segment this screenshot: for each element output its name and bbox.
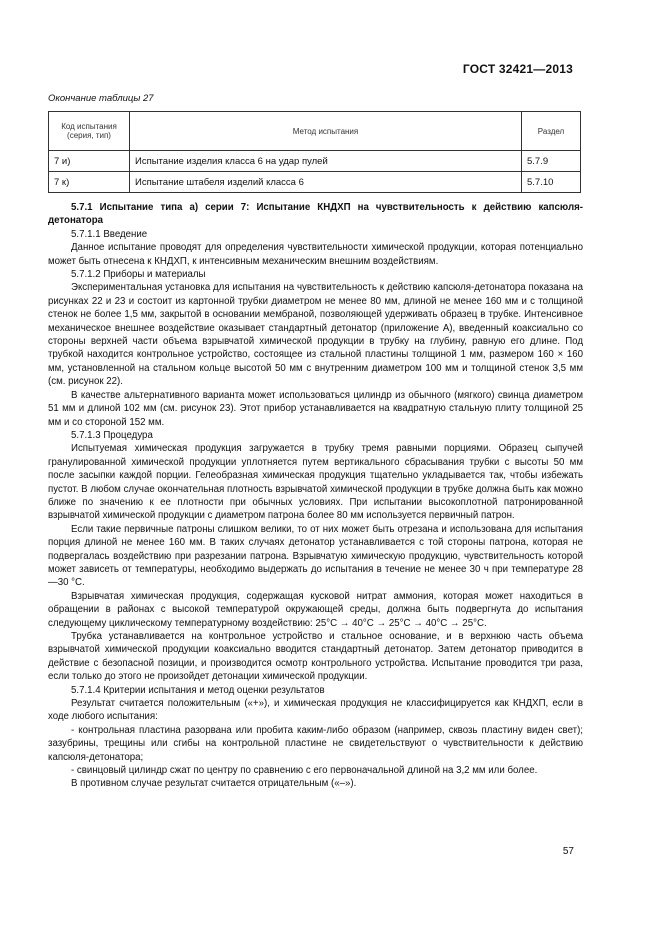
paragraph: В противном случае результат считается отрицательным («–»). [71,778,357,790]
cell-method: Испытание штабеля изделий класса 6 [130,172,522,193]
page-number: 57 [562,846,574,857]
subsection-heading: 5.7.1.2 Приборы и материалы [71,269,206,281]
cell-code: 7 к) [49,172,130,193]
section-heading-5-7-1: 5.7.1 Испытание типа а) серии 7: Испытание КНДХП на чувствительность к действию капсюля-детонатора [48,202,583,227]
paragraph: Данное испытание проводят для определения чувствительности химической продукции, которая потенциально может быть отнесена к КНДХП, к интенсивным механическим внешним воздействиям. [48,242,583,267]
paragraph: Экспериментальная установка для испытания на чувствительность к действию капсюля-детонатора показана на рисунках 22 и 23 и состоит из картонной трубки диаметром не менее 80 мм, длиной не менее 160 мм и с толщиной стенок не более 1,5 мм, закрытой в основании мембраной, позволяющей удерживать образец в трубке. Интенсивное механическое внешнее воздействие оказывает стандартный детонатор (приложение А), введенный коаксиально со стороны верхней части объема взрывчатой химической продукции в трубку на глубину, равную его длине. Под трубкой находится контрольное устройство, состоящее из стальной пластины толщиной 1 мм, размером 160 × 160 мм, установленной на стальном кольце высотой 50 мм с внутренним диаметром 100 мм и толщиной стенок 3,5 мм (см. рисунок 22). [48,282,583,388]
table-header-row [49,112,581,151]
paragraph: Взрывчатая химическая продукция, содержащая кусковой нитрат аммония, которая может находиться в обращении в районах с высокой температурой окружающей среды, должна быть подвергнута до испытания следующему циклическому температурному воздействию: 25°С → 40°С → 25°С → 40°С → 25°С. [48,590,583,629]
column-header-section: Раздел [522,112,581,151]
list-item: - контрольная пластина разорвана или пробита каким-либо образом (например, сквозь пластину виден свет); зазубрины, трещины или сгибы на контрольной пластине не свидетельствуют о чувствительности к действию капсюля-детонатора; [48,724,583,763]
paragraph: Результат считается положительным («+»), и химическая продукция не классифицируется как КНДХП, если в ходе любого испытания: [48,698,583,723]
subsection-heading: 5.7.1.1 Введение [71,228,148,240]
paragraph: Трубка устанавливается на контрольное устройство и стальное основание, и в верхнюю часть объема взрывчатой химической продукции коаксиально вводится стандартный детонатор. Затем детонатор приводится в действие с безопасной позиции, и производится осмотр контрольного устройства. Испытание проводится три раза, если только до этого не произойдет детонации химической продукции. [48,631,583,683]
cell-code: 7 и) [49,151,130,172]
cell-method: Испытание изделия класса 6 на удар пулей [130,151,522,172]
subsection-heading: 5.7.1.4 Критерии испытания и метод оценки результатов [71,684,325,696]
cell-section: 5.7.10 [522,172,581,193]
paragraph: В качестве альтернативного варианта может использоваться цилиндр из обычного (мягкого) свинца диаметром 51 мм и длиной 102 мм (см. рисунок 23). Этот прибор устанавливается на квадратную стальную плиту толщиной 25 мм и со стороной 152 мм. [48,389,583,428]
table-caption: Окончание таблицы 27 [48,93,154,104]
paragraph: Если такие первичные патроны слишком велики, то от них может быть отрезана и использована для испытания порция длиной не менее 160 мм. В таких случаях детонатор устанавливается с той стороны патрона, которая не подвергалась воздействию при разрезании патрона. Взрывчатую химическую продукцию, чувствительность которой может зависеть от температуры, необходимо выдержать до испытания в течение не менее 30 ч при температуре 28—30 °С. [48,523,583,589]
subsection-heading: 5.7.1.3 Процедура [71,429,153,441]
column-header-method: Метод испытания [130,112,522,151]
document-body [48,201,583,791]
cell-section: 5.7.9 [522,151,581,172]
column-header-code: Код испытания (серия, тип) [49,112,130,151]
list-item: - свинцовый цилиндр сжат по центру по сравнению с его первоначальной длиной на 3,2 мм или более. [71,765,538,777]
standard-header: ГОСТ 32421—2013 [462,62,573,76]
table-row [49,172,581,193]
table-row [49,151,581,172]
paragraph: Испытуемая химическая продукция загружается в трубку тремя равными порциями. Образец сыпучей гранулированной химической продукции уплотняется путем вертикального сбрасывания трубки с высоты 50 мм после засыпки каждой порции. Гелеобразная химическая продукция тщательно укладывается так, чтобы избежать пустот. В любом случае окончательная плотность взрывчатой химической продукции в трубке должна быть как можно ближе по значению к ее плотности при обычных условиях. При испытании высокоплотной патронированной взрывчатой химической продукции с диаметром патрона более 80 мм используется первичный патрон. [48,443,583,522]
table-27 [48,111,581,193]
